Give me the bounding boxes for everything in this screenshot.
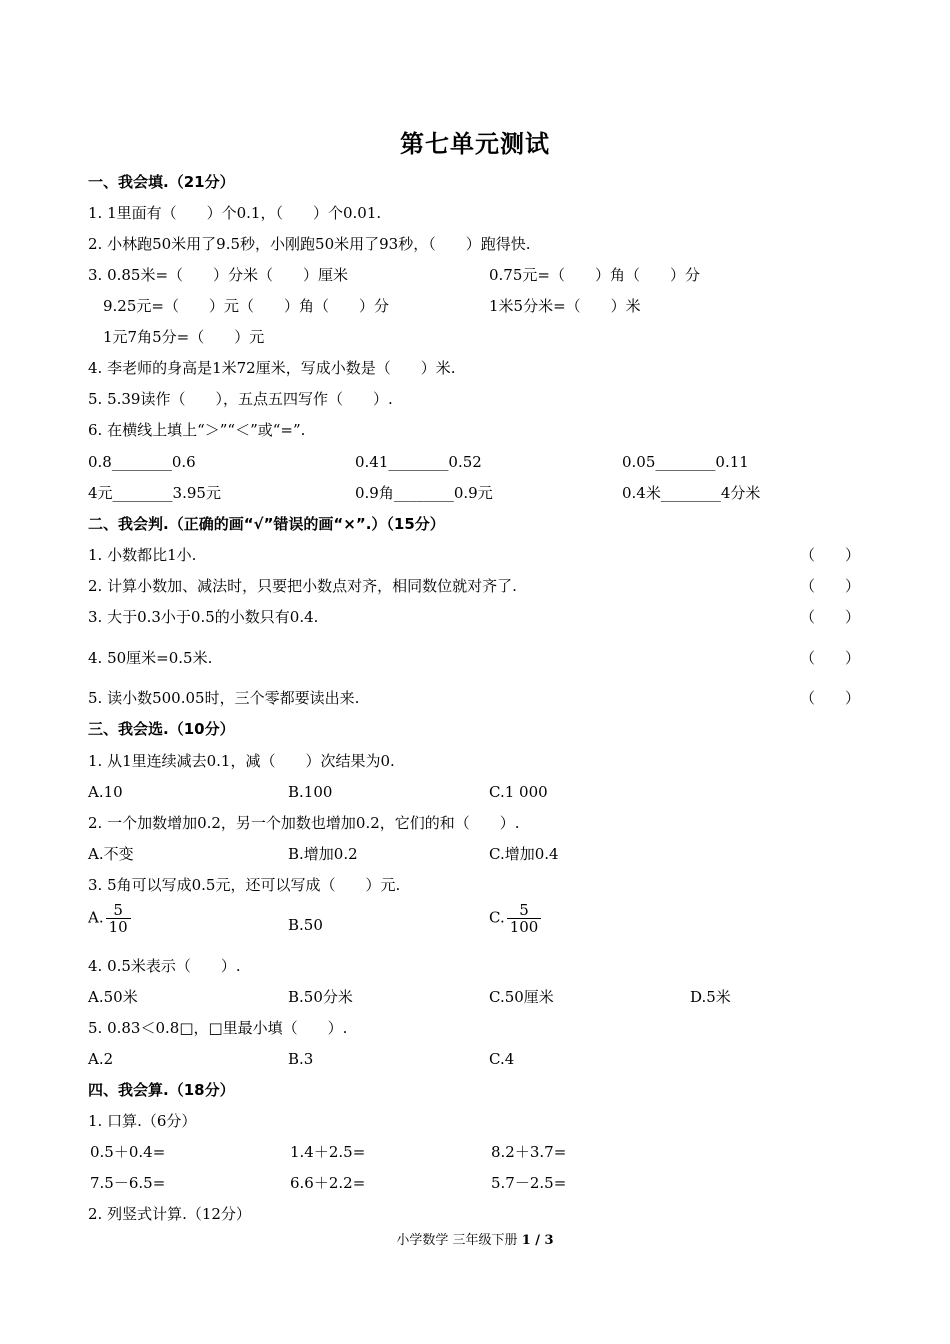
s1-question-3b: 0.75元=（ ）角（ ）分 (489, 266, 700, 284)
page-footer (0, 1229, 950, 1248)
judge-item: 3. 大于0.3小于0.5的小数只有0.4. (88, 608, 319, 626)
section-3-heading: 三、我会选.（10分） (88, 720, 235, 738)
option: A.不变 (88, 845, 134, 863)
compare-item: 0.9角________0.9元 (355, 484, 493, 502)
judge-item: 4. 50厘米=0.5米. (88, 649, 213, 667)
s1-question-3d: 1米5分米=（ ）米 (489, 297, 641, 315)
compare-item: 0.4米________4分米 (622, 484, 761, 502)
s4-sub-1: 1. 口算.（6分） (88, 1112, 197, 1130)
judge-item: 1. 小数都比1小. (88, 546, 197, 564)
calc-item: 0.5＋0.4= (90, 1143, 166, 1161)
answer-paren: （ ） (800, 649, 861, 667)
compare-item: 4元________3.95元 (88, 484, 221, 502)
s3-question-5: 5. 0.83＜0.8□，□里最小填（ ）. (88, 1019, 348, 1037)
option: C.50厘米 (489, 988, 554, 1006)
calc-item: 6.6＋2.2= (290, 1174, 366, 1192)
s3-question-2: 2. 一个加数增加0.2，另一个加数也增加0.2，它们的和（ ）. (88, 814, 520, 832)
s1-question-6: 6. 在横线上填上“＞”“＜”或“=”. (88, 421, 306, 439)
s1-question-3a: 3. 0.85米=（ ）分米（ ）厘米 (88, 266, 349, 284)
option: B.100 (288, 783, 333, 801)
s1-question-1: 1. 1里面有（ ）个0.1，（ ）个0.01. (88, 204, 382, 222)
footer-text: 小学数学 三年级下册 (396, 1233, 522, 1248)
page-title: 第七单元测试 (400, 130, 550, 158)
option-fraction (88, 902, 131, 935)
option: A.50米 (88, 988, 138, 1006)
fraction-numerator: 5 (507, 902, 542, 919)
section-2-heading: 二、我会判.（正确的画“√”错误的画“×”.）（15分） (88, 515, 445, 533)
s1-question-3c: 9.25元=（ ）元（ ）角（ ）分 (103, 297, 389, 315)
option: D.5米 (690, 988, 731, 1006)
option: C.增加0.4 (489, 845, 559, 863)
option: B.50分米 (288, 988, 353, 1006)
fraction (507, 902, 542, 935)
s4-sub-2: 2. 列竖式计算.（12分） (88, 1205, 251, 1223)
section-4-heading: 四、我会算.（18分） (88, 1081, 235, 1099)
s1-question-3e: 1元7角5分=（ ）元 (103, 328, 265, 346)
fraction-numerator: 5 (106, 902, 131, 919)
s3-question-1: 1. 从1里连续减去0.1，减（ ）次结果为0. (88, 752, 395, 770)
fraction (106, 902, 131, 935)
s3-question-3: 3. 5角可以写成0.5元，还可以写成（ ）元. (88, 876, 401, 894)
option: B.3 (288, 1050, 314, 1068)
answer-paren: （ ） (800, 689, 861, 707)
section-1-heading: 一、我会填.（21分） (88, 173, 235, 191)
s1-question-5: 5. 5.39读作（ ），五点五四写作（ ）. (88, 390, 393, 408)
page-number: 1 / 3 (521, 1233, 554, 1248)
judge-item: 2. 计算小数加、减法时，只要把小数点对齐，相同数位就对齐了. (88, 577, 517, 595)
calc-item: 8.2＋3.7= (491, 1143, 567, 1161)
fraction-denominator: 10 (108, 918, 128, 936)
calc-item: 7.5－6.5= (90, 1174, 166, 1192)
calc-item: 1.4＋2.5= (290, 1143, 366, 1161)
s1-question-2: 2. 小林跑50米用了9.5秒，小刚跑50米用了93秒，（ ）跑得快. (88, 235, 531, 253)
option: C.1 000 (489, 783, 548, 801)
compare-item: 0.05________0.11 (622, 453, 749, 471)
compare-item: 0.8________0.6 (88, 453, 196, 471)
compare-item: 0.41________0.52 (355, 453, 482, 471)
option: B.增加0.2 (288, 845, 358, 863)
option: A.2 (88, 1050, 114, 1068)
answer-paren: （ ） (800, 546, 861, 564)
option: B.50 (288, 916, 323, 934)
answer-paren: （ ） (800, 608, 861, 626)
fraction-denominator: 100 (509, 918, 539, 936)
option-label: C. (489, 908, 505, 927)
s3-question-4: 4. 0.5米表示（ ）. (88, 957, 241, 975)
judge-item: 5. 读小数500.05时，三个零都要读出来. (88, 689, 360, 707)
option-label: A. (88, 908, 104, 927)
answer-paren: （ ） (800, 577, 861, 595)
option: C.4 (489, 1050, 515, 1068)
s1-question-4: 4. 李老师的身高是1米72厘米，写成小数是（ ）米. (88, 359, 456, 377)
calc-item: 5.7－2.5= (491, 1174, 567, 1192)
option-fraction (489, 902, 541, 935)
option: A.10 (88, 783, 123, 801)
